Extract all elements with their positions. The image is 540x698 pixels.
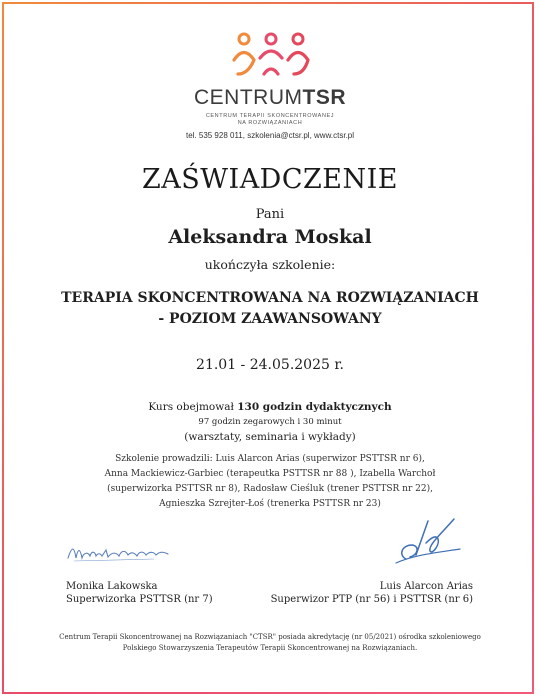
leaders-line: (superwizorka PSTTSR nr 8), Radosław Cieśluk (trener PSTTSR nr 22), [107, 484, 433, 494]
hours-prefix: Kurs obejmował [148, 401, 234, 413]
signer-left-name: Monika Lakowska [66, 581, 158, 592]
brand-name [0, 86, 540, 110]
signature-left [64, 540, 174, 564]
leaders-line: Anna Mackiewicz-Garbiec (terapeutka PSTTSR nr 88 ), Izabella Warchoł [104, 469, 436, 479]
signer-right-role: Superwizor PTP (nr 56) i PSTTSR (nr 6) [270, 594, 473, 605]
course-hours [0, 401, 540, 413]
contact-line: tel. 535 928 011, szkolenia@ctsr.pl, www.ctsr.pl [185, 131, 355, 140]
certificate-title: ZAŚWIADCZENIE [142, 164, 398, 195]
ctsr-logo-icon [230, 30, 312, 80]
signature-right [394, 515, 464, 567]
signer-right [271, 580, 473, 606]
accreditation-footer [0, 632, 540, 654]
brand-subtitle [0, 113, 540, 127]
leaders-line: Szkolenie prowadzili: Luis Alarcon Arias (superwizor PSTTSR nr 6), [115, 454, 425, 464]
recipient-name: Aleksandra Moskal [168, 226, 372, 248]
brand-bold: TSR [302, 86, 346, 109]
course-title-line-1: TERAPIA SKONCENTROWANA NA ROZWIĄZANIACH [61, 290, 479, 306]
signer-left-role: Superwizorka PSTTSR (nr 7) [66, 594, 213, 605]
hours-bold: 130 godzin dydaktycznych [237, 401, 392, 413]
completed-text: ukończyła szkolenie: [204, 257, 336, 272]
footer-line-2: Polskiego Stowarzyszenia Terapeutów Terapii Skoncentrowanej na Rozwiązaniach. [122, 644, 418, 652]
course-format: (warsztaty, seminaria i wykłady) [184, 431, 356, 443]
brand-light: CENTRUM [194, 86, 303, 109]
leaders-line: Agnieszka Szrejter-Łoś (trenerka PSTTSR nr 23) [159, 499, 381, 509]
signer-right-name: Luis Alarcon Arias [379, 581, 473, 592]
signer-left [66, 580, 213, 606]
brand-subtitle-2: NA ROZWIĄZANIACH [237, 120, 303, 126]
footer-line-1: Centrum Terapii Skoncentrowanej na Rozwiązaniach "CTSR" posiada akredytację (nr 05/2021) ośrodka szkoleniowego [59, 633, 481, 641]
brand-subtitle-1: CENTRUM TERAPII SKONCENTROWANEJ [205, 113, 335, 119]
course-title-line-2: - POZIOM ZAAWANSOWANY [158, 311, 382, 327]
salutation: Pani [255, 207, 285, 222]
clock-hours: 97 godzin zegarowych i 30 minut [198, 417, 342, 427]
course-dates: 21.01 - 24.05.2025 r. [196, 357, 344, 373]
